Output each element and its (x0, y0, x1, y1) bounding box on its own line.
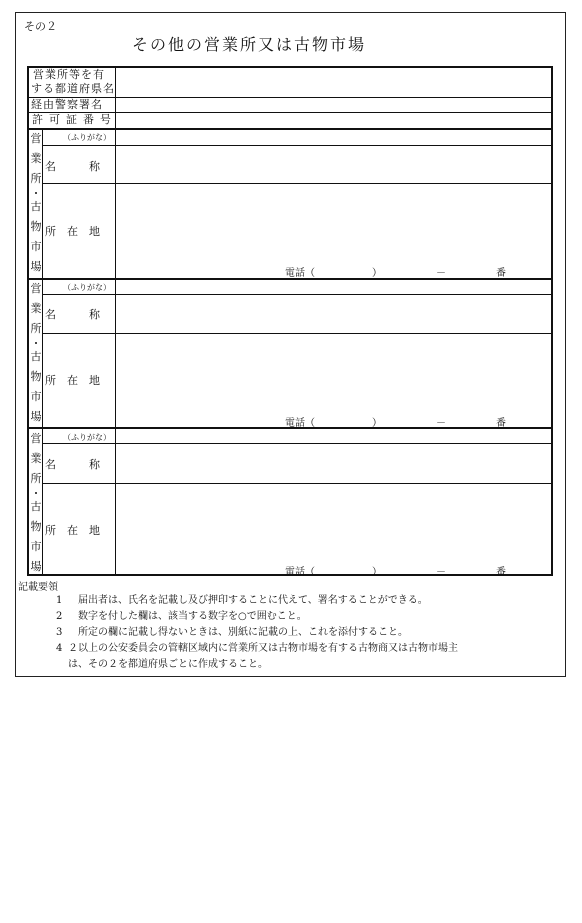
note-number: 4 (56, 643, 63, 654)
note-text: 所定の欄に記載し得ないときは、別紙に記載の上、これを添付すること。 (78, 627, 408, 638)
note-number: 1 (56, 595, 63, 606)
furigana-label: （ふりがな） (63, 133, 111, 142)
phone-label: 電話（ (285, 418, 315, 429)
note-number: 2 (56, 611, 63, 622)
address-label: 所 在 地 (45, 524, 100, 537)
phone-label: 電話（ (285, 268, 315, 279)
vertical-label-3: 営 業 所 ・ 古 物 市 場 (30, 432, 42, 573)
form-table (27, 66, 553, 576)
note-number: 3 (56, 627, 63, 638)
name-label: 名 称 (45, 308, 100, 321)
label-police-station: 経由警察署名 (31, 98, 103, 111)
block-divider (115, 279, 116, 427)
row-divider (29, 97, 551, 98)
phone-ban: 番 (496, 418, 506, 429)
row-divider (29, 128, 551, 130)
note-text: 数字を付した欄は、該当する数字を○で囲むこと。 (78, 611, 307, 622)
phone-close: ） (372, 567, 382, 578)
note-text: ２以上の公安委員会の管轄区域内に営業所又は古物市場を有する古物商又は古物市場主 (68, 643, 458, 654)
phone-close: ） (372, 268, 382, 279)
block-divider (115, 428, 116, 574)
label-license-number: 許可証番号 (32, 113, 117, 126)
vertical-label-2: 営 業 所 ・ 古 物 市 場 (30, 282, 42, 423)
address-label: 所 在 地 (45, 225, 100, 238)
phone-dash: － (436, 567, 446, 578)
phone-label: 電話（ (285, 567, 315, 578)
phone-ban: 番 (496, 567, 506, 578)
furigana-label: （ふりがな） (63, 283, 111, 292)
row-divider (42, 145, 551, 146)
row-divider (42, 333, 551, 334)
address-label: 所 在 地 (45, 374, 100, 387)
notes-heading: 記載要領 (18, 582, 58, 593)
row-divider (42, 183, 551, 184)
phone-close: ） (372, 418, 382, 429)
furigana-label: （ふりがな） (63, 433, 111, 442)
form-title: その他の営業所又は古物市場 (132, 35, 367, 54)
label-prefecture-1: 営業所等を有 (33, 68, 105, 81)
phone-dash: － (436, 418, 446, 429)
note-text-continued: は、その２を都道府県ごとに作成すること。 (68, 659, 268, 670)
name-label: 名 称 (45, 458, 100, 471)
label-prefecture-2: する都道府県名 (31, 82, 115, 95)
form-number: その２ (24, 20, 57, 33)
block-divider (29, 427, 551, 429)
note-text: 届出者は、氏名を記載し及び押印することに代えて、署名することができる。 (78, 595, 428, 606)
block-divider (115, 129, 116, 278)
phone-dash: － (436, 268, 446, 279)
row-divider (42, 483, 551, 484)
block-divider (29, 278, 551, 280)
vertical-label-1: 営 業 所 ・ 古 物 市 場 (30, 132, 42, 273)
name-label: 名 称 (45, 160, 100, 173)
row-divider (42, 294, 551, 295)
phone-ban: 番 (496, 268, 506, 279)
row-divider (42, 443, 551, 444)
